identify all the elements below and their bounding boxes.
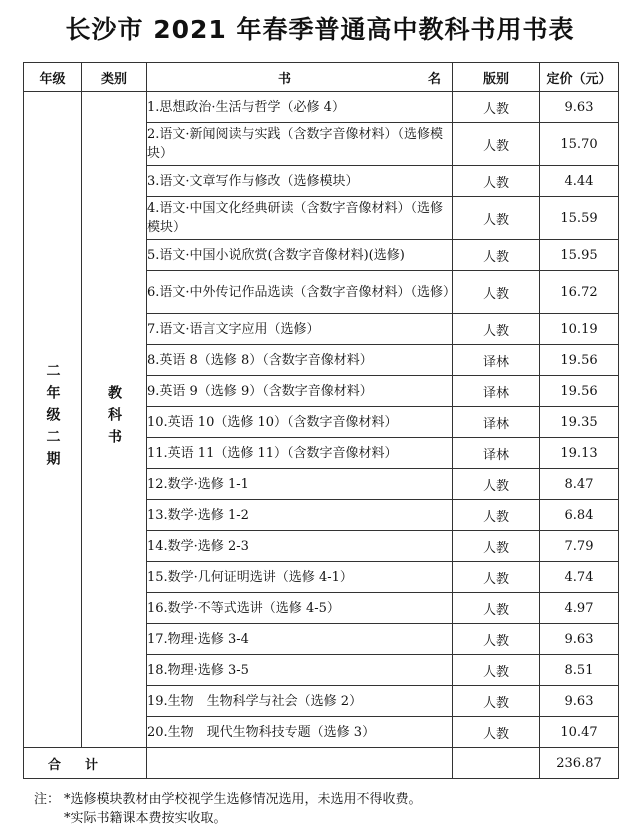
- header-row: [24, 63, 619, 92]
- book-list: [24, 92, 619, 748]
- header-name-char-1: 书: [277, 71, 291, 87]
- book-name: 18.物理·选修 3-5: [147, 655, 453, 686]
- book-name: 15.数学·几何证明选讲（选修 4-1）: [147, 562, 453, 593]
- category-cell: [82, 92, 147, 748]
- book-name: 6.语文·中外传记作品选读（含数字音像材料）（选修）: [147, 271, 453, 314]
- page-title: 长沙市 2021 年春季普通高中教科书用书表: [65, 15, 575, 44]
- header-name: [147, 63, 453, 92]
- book-publisher: 人教: [453, 686, 540, 717]
- book-price: 15.70: [540, 123, 619, 166]
- book-name: 13.数学·选修 1-2: [147, 500, 453, 531]
- book-publisher: 人教: [453, 655, 540, 686]
- book-publisher: 人教: [453, 92, 540, 123]
- book-price: 10.19: [540, 314, 619, 345]
- book-publisher: 译林: [453, 407, 540, 438]
- book-publisher: 人教: [453, 271, 540, 314]
- book-publisher: 人教: [453, 593, 540, 624]
- book-publisher: 译林: [453, 345, 540, 376]
- book-name: 1.思想政治·生活与哲学（必修 4）: [147, 92, 453, 123]
- book-name: 17.物理·选修 3-4: [147, 624, 453, 655]
- book-price: 4.97: [540, 593, 619, 624]
- grade-cell: [24, 92, 82, 748]
- book-price: 9.63: [540, 624, 619, 655]
- total-empty-publisher: [453, 748, 540, 779]
- total-label: 合计: [24, 748, 147, 779]
- book-name: 4.语文·中国文化经典研读（含数字音像材料）（选修模块）: [147, 197, 453, 240]
- notes-lead: 注：: [34, 792, 61, 807]
- book-price: 19.56: [540, 345, 619, 376]
- book-price: 15.95: [540, 240, 619, 271]
- book-name: 9.英语 9（选修 9）（含数字音像材料）: [147, 376, 453, 407]
- book-name: 7.语文·语言文字应用（选修）: [147, 314, 453, 345]
- book-row: [24, 92, 619, 123]
- book-publisher: 人教: [453, 197, 540, 240]
- book-price: 19.56: [540, 376, 619, 407]
- book-name: 8.英语 8（选修 8）（含数字音像材料）: [147, 345, 453, 376]
- book-publisher: 人教: [453, 469, 540, 500]
- category-label: 教科书: [106, 384, 122, 451]
- book-name: 2.语文·新闻阅读与实践（含数字音像材料）（选修模块）: [147, 123, 453, 166]
- book-name: 10.英语 10（选修 10）（含数字音像材料）: [147, 407, 453, 438]
- book-publisher: 人教: [453, 624, 540, 655]
- book-publisher: 人教: [453, 166, 540, 197]
- book-price: 16.72: [540, 271, 619, 314]
- book-price: 9.63: [540, 92, 619, 123]
- grade-label: 二年级二期: [44, 362, 61, 473]
- book-price: 8.47: [540, 469, 619, 500]
- book-price: 19.35: [540, 407, 619, 438]
- total-empty-name: [147, 748, 453, 779]
- book-publisher: 译林: [453, 376, 540, 407]
- book-name: 20.生物 现代生物科技专题（选修 3）: [147, 717, 453, 748]
- header-price: 定价（元）: [540, 63, 619, 92]
- header-grade: 年级: [24, 63, 82, 92]
- book-price: 4.74: [540, 562, 619, 593]
- book-publisher: 译林: [453, 438, 540, 469]
- book-name: 11.英语 11（选修 11）（含数字音像材料）: [147, 438, 453, 469]
- book-publisher: 人教: [453, 717, 540, 748]
- book-name: 16.数学·不等式选讲（选修 4-5）: [147, 593, 453, 624]
- book-price: 15.59: [540, 197, 619, 240]
- total-price: 236.87: [540, 748, 619, 779]
- book-publisher: 人教: [453, 562, 540, 593]
- book-price: 9.63: [540, 686, 619, 717]
- header-publisher: 版别: [453, 63, 540, 92]
- book-publisher: 人教: [453, 500, 540, 531]
- book-name: 14.数学·选修 2-3: [147, 531, 453, 562]
- book-name: 12.数学·选修 1-1: [147, 469, 453, 500]
- book-price: 4.44: [540, 166, 619, 197]
- header-category: 类别: [82, 63, 147, 92]
- note-line-2: *实际书籍课本费按实收取。: [64, 811, 227, 826]
- note-line-1: *选修模块教材由学校视学生选修情况选用，未选用不得收费。: [64, 792, 422, 807]
- book-price: 8.51: [540, 655, 619, 686]
- book-publisher: 人教: [453, 240, 540, 271]
- book-publisher: 人教: [453, 531, 540, 562]
- book-price: 7.79: [540, 531, 619, 562]
- book-name: 19.生物 生物科学与社会（选修 2）: [147, 686, 453, 717]
- notes: [34, 790, 422, 828]
- book-publisher: 人教: [453, 123, 540, 166]
- book-price: 10.47: [540, 717, 619, 748]
- book-price: 19.13: [540, 438, 619, 469]
- header-name-char-2: 名: [427, 71, 441, 87]
- total-row: [24, 748, 619, 779]
- book-publisher: 人教: [453, 314, 540, 345]
- book-price: 6.84: [540, 500, 619, 531]
- book-name: 5.语文·中国小说欣赏(含数字音像材料)(选修): [147, 240, 453, 271]
- book-table: [23, 62, 619, 779]
- book-name: 3.语文·文章写作与修改（选修模块）: [147, 166, 453, 197]
